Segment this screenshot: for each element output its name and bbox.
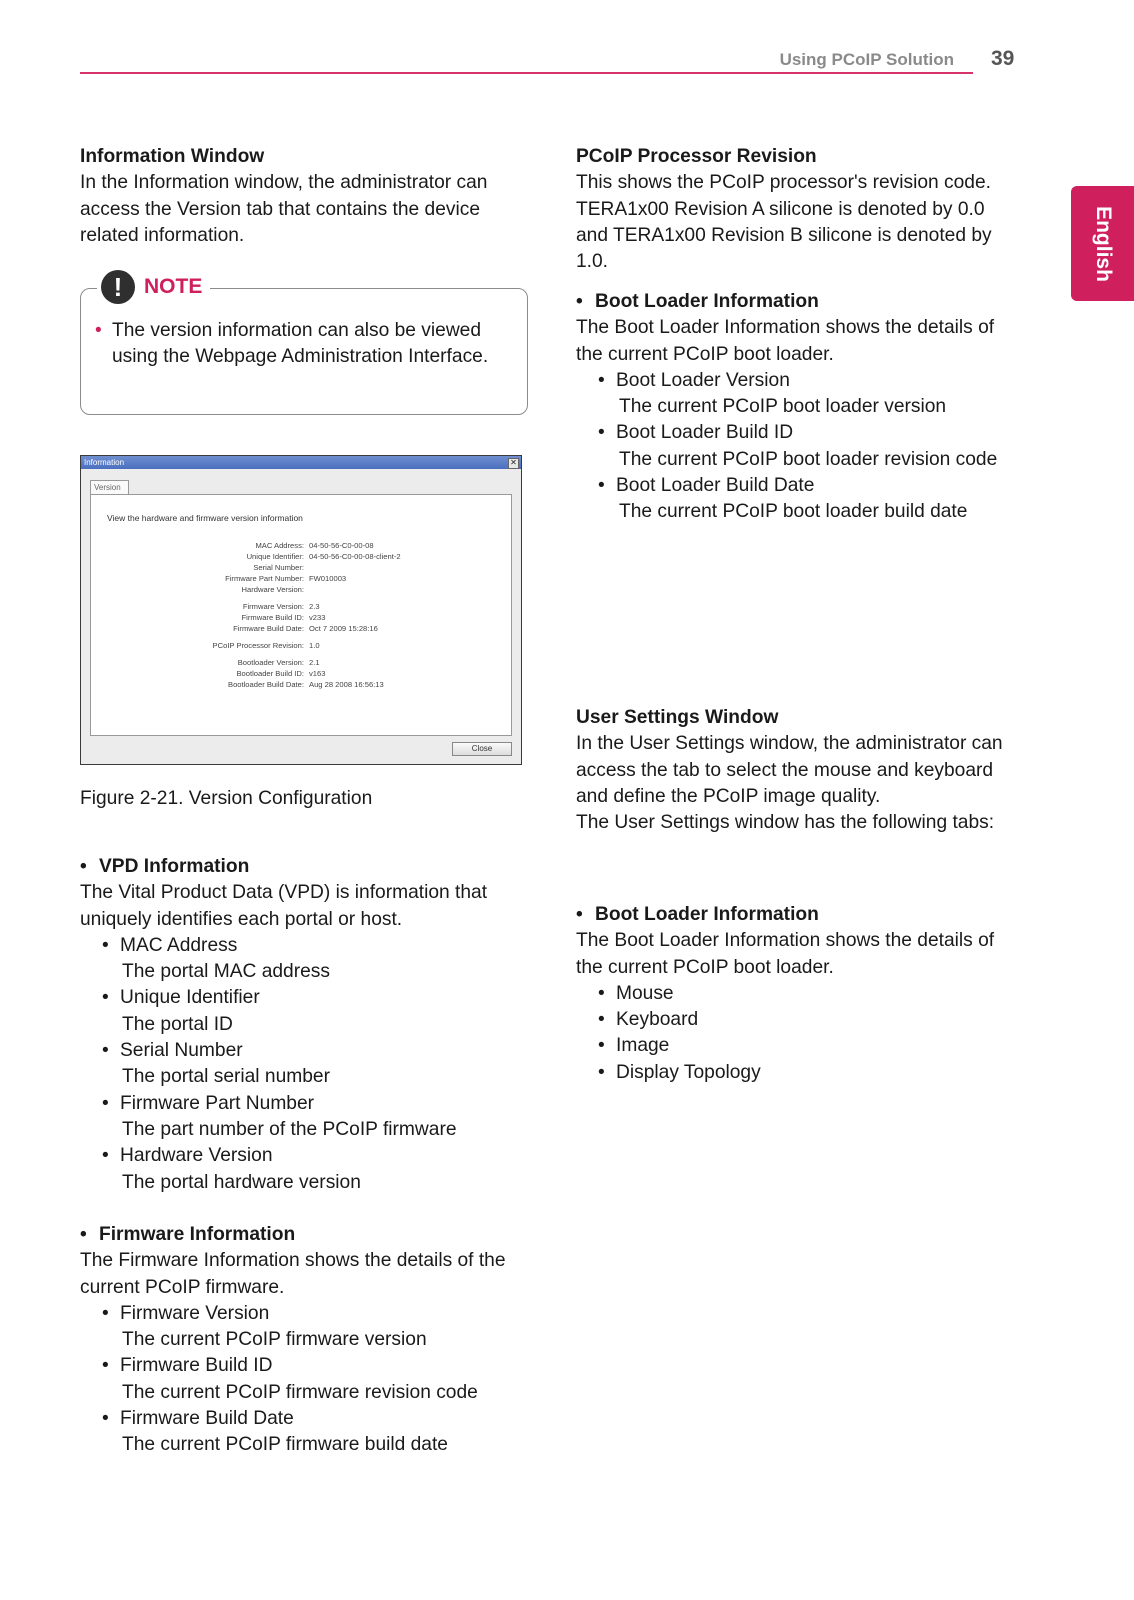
list-item-desc: The portal serial number [122,1066,330,1088]
vpd-section [80,854,520,1196]
info-value: v233 [309,613,326,622]
list-item: • Firmware Build Date [80,1406,520,1432]
info-key: Firmware Build ID: [241,613,304,622]
body-line: uniquely identifies each portal or host. [80,908,403,930]
body-line: The Boot Loader Information shows the details of [576,930,995,952]
list-item: • Boot Loader Build ID [576,420,1026,446]
body-line: related information. [80,224,245,246]
list-item: • Firmware Version [80,1301,520,1327]
tab-version[interactable]: Version [90,480,129,495]
list-item-desc: The part number of the PCoIP firmware [122,1118,457,1140]
info-key: Bootloader Build ID: [236,669,304,678]
bootloader-title: • Boot Loader Information [576,289,1026,315]
close-icon[interactable]: ✕ [508,458,519,469]
info-row [91,641,511,652]
list-item-desc: The current PCoIP firmware revision code [122,1381,478,1403]
info-row [91,585,511,596]
info-key: Firmware Build Date: [233,624,304,633]
info-row [91,574,511,585]
info-row [91,563,511,574]
list-item: • Keyboard [576,1007,1026,1033]
vpd-title: • VPD Information [80,854,520,880]
info-window-title: Information Window [80,146,265,167]
list-item-desc: The current PCoIP boot loader revision code [619,448,998,470]
firmware-title: • Firmware Information [80,1222,520,1248]
info-key: Serial Number: [253,563,304,572]
info-value: Aug 28 2008 16:56:13 [309,680,384,689]
body-line: 1.0. [576,251,609,273]
info-key: Bootloader Build Date: [228,680,304,689]
info-key: Firmware Version: [242,602,304,611]
info-value: 04-50-56-C0-00-08 [309,541,374,550]
info-row [91,613,511,624]
info-row [91,669,511,680]
list-item-desc: The current PCoIP boot loader build date [619,501,968,523]
list-item: • Serial Number [80,1038,520,1064]
note-text [95,318,515,371]
body-line: In the Information window, the administrator can [80,172,488,194]
info-value: 1.0 [309,641,320,650]
header-rule [80,72,973,74]
panel-intro: View the hardware and firmware version information [107,513,303,523]
body-line: TERA1x00 Revision A silicone is denoted by 0.0 [576,198,985,220]
list-item: • Unique Identifier [80,985,520,1011]
processor-title: PCoIP Processor Revision [576,146,817,167]
body-line: The User Settings window has the following tabs: [576,812,995,834]
language-tab-label: English [1091,205,1115,282]
exclamation-icon: ! [101,270,135,304]
list-item-desc: The current PCoIP firmware build date [122,1434,448,1456]
info-value: 04-50-56-C0-00-08-client-2 [309,552,401,561]
list-item: • Hardware Version [80,1143,520,1169]
language-tab [1071,186,1134,301]
list-item-desc: The current PCoIP boot loader version [619,396,947,418]
firmware-section [80,1222,520,1459]
info-value: v163 [309,669,326,678]
note-header [97,270,210,304]
page-number: 39 [991,47,1015,70]
body-line: the current PCoIP boot loader. [576,956,834,978]
note-line: • The version information can also be viewed [112,320,482,341]
figure-caption: Figure 2-21. Version Configuration [80,788,373,809]
body-line: and TERA1x00 Revision B silicone is denoted by [576,224,992,246]
info-row [91,624,511,635]
info-key: Bootloader Version: [237,658,304,667]
version-panel [90,494,512,736]
body-line: and define the PCoIP image quality. [576,785,881,807]
info-row [91,680,511,691]
info-window-section [80,144,520,249]
info-value: 2.1 [309,658,320,667]
bootloader-tabs-section [576,902,1026,1086]
body-line: In the User Settings window, the administrator can [576,733,1003,755]
user-settings-title: User Settings Window [576,707,779,728]
list-item: • MAC Address [80,933,520,959]
user-settings-section [576,705,1026,836]
info-row [91,541,511,552]
body-line: current PCoIP firmware. [80,1276,285,1298]
info-row [91,658,511,669]
info-row [91,602,511,613]
info-key: Hardware Version: [241,585,304,594]
version-dialog-screenshot [80,455,522,765]
body-line: The Boot Loader Information shows the details of [576,317,995,339]
note-bullet [95,318,515,371]
list-item-desc: The portal ID [122,1013,233,1035]
body-line: the current PCoIP boot loader. [576,343,834,365]
info-key: Unique Identifier: [246,552,304,561]
body-line: The Vital Product Data (VPD) is information that [80,882,488,904]
info-key: MAC Address: [255,541,304,550]
note-label: NOTE [144,275,203,298]
list-item: • Firmware Part Number [80,1091,520,1117]
body-line: access the tab to select the mouse and keyboard [576,759,994,781]
info-key: Firmware Part Number: [225,574,304,583]
list-item: • Boot Loader Version [576,368,1026,394]
close-button[interactable]: Close [452,742,512,756]
body-line: The Firmware Information shows the details of the [80,1250,506,1272]
bootloader-section [576,289,1026,526]
bootloader2-title: • Boot Loader Information [576,902,1026,928]
list-item: • Firmware Build ID [80,1353,520,1379]
body-line: This shows the PCoIP processor's revision code. [576,172,991,194]
list-item: • Image [576,1033,1026,1059]
running-header: Using PCoIP Solution [779,50,954,69]
list-item-desc: The portal hardware version [122,1171,361,1193]
list-item: • Display Topology [576,1060,1026,1086]
list-item-desc: The current PCoIP firmware version [122,1329,427,1351]
dialog-title-bar: Information [81,456,521,469]
processor-section [576,144,1026,275]
info-row [91,552,511,563]
info-key: PCoIP Processor Revision: [212,641,304,650]
note-line: using the Webpage Administration Interface. [112,346,489,368]
info-value: Oct 7 2009 15:28:16 [309,624,378,633]
body-line: access the Version tab that contains the device [80,198,480,220]
list-item: • Mouse [576,981,1026,1007]
info-value: FW010003 [309,574,347,583]
info-value: 2.3 [309,602,320,611]
list-item: • Boot Loader Build Date [576,473,1026,499]
list-item-desc: The portal MAC address [122,961,330,983]
